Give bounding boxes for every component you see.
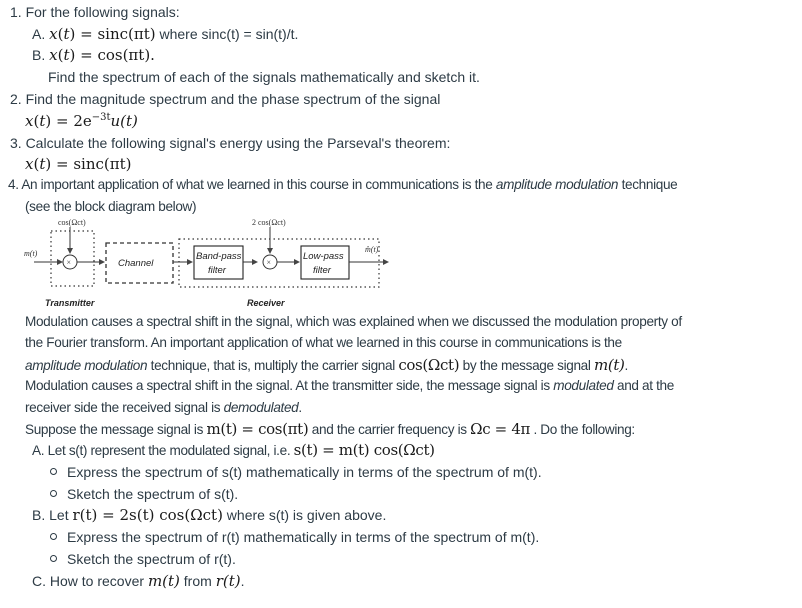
am-block-diagram [22, 214, 392, 310]
q4-heading: 4. An important application of what we learned in this course in communications is the amplitude modulation technique [8, 177, 678, 192]
svg-text:filter: filter [313, 265, 331, 276]
q1-b-equation: x(t) = cos(πt). [49, 46, 155, 64]
carrier-rx-label: 2 cos(Ωct) [252, 218, 286, 227]
input-label: m(t) [24, 249, 38, 258]
para2-line2: receiver side the received signal is demodulated. [25, 400, 302, 415]
output-label: m̂(t) [365, 245, 379, 254]
suppose-line: Suppose the message signal is m(t) = cos(πt) and the carrier frequency is Ωc = 4π . Do the following: [25, 420, 635, 438]
q3-equation: x(t) = sinc(πt) [25, 155, 132, 173]
q1-a-label: A. [32, 26, 46, 42]
part-b-bullet-1: Express the spectrum of r(t) mathematically in terms of the spectrum of m(t). [50, 528, 539, 546]
part-a: A. Let s(t) represent the modulated signal, i.e. s(t) = m(t) cos(Ωct) [32, 441, 435, 459]
para1-line3: amplitude modulation technique, that is, multiply the carrier signal cos(Ωct) by the message signal m(t). [25, 356, 628, 374]
q2-equation: $x(t) = 2e^{-3t}u(t)$ [25, 112, 138, 130]
q2-heading: 2. Find the magnitude spectrum and the phase spectrum of the signal [10, 91, 441, 107]
carrier-tx-label: cos(Ωct) [58, 218, 86, 227]
part-a-bullet-1: Express the spectrum of s(t) mathematically in terms of the spectrum of m(t). [50, 463, 542, 481]
para2-line1: Modulation causes a spectral shift in the signal. At the transmitter side, the message signal is modulated and at the [25, 378, 674, 393]
q1-part-b [32, 46, 155, 64]
para1-line1: Modulation causes a spectral shift in the signal, which was explained when we discussed the modulation property of [25, 314, 682, 329]
q1-heading: 1. For the following signals: [10, 4, 180, 20]
part-b: B. Let r(t) = 2s(t) cos(Ωct) where s(t) is given above. [32, 506, 387, 524]
q4-heading-line2: (see the block diagram below) [25, 199, 197, 214]
transmitter-caption: Transmitter [45, 298, 95, 308]
q1-instruction: Find the spectrum of each of the signals mathematically and sketch it. [48, 69, 480, 85]
q1-a-equation: x(t) = sinc(πt) [49, 25, 156, 43]
part-a-bullet-2: Sketch the spectrum of s(t). [50, 485, 238, 503]
q1-part-a [32, 25, 298, 43]
svg-text:filter: filter [208, 265, 226, 276]
para1-line2: the Fourier transform. An important application of what we learned in this course in communications is the [25, 335, 622, 350]
part-c: C. How to recover m(t) from r(t). [32, 572, 245, 590]
svg-text:Band-pass: Band-pass [196, 251, 242, 262]
svg-text:×: × [66, 258, 72, 267]
q3-heading: 3. Calculate the following signal's energy using the Parseval's theorem: [10, 135, 451, 151]
q1-a-note: where sinc(t) = sin(t)/t. [159, 26, 299, 42]
receiver-caption: Receiver [247, 298, 285, 308]
q1-b-label: B. [32, 47, 46, 63]
svg-text:Low-pass: Low-pass [303, 251, 344, 262]
channel-label: Channel [118, 258, 154, 269]
svg-text:×: × [266, 258, 272, 267]
part-b-bullet-2: Sketch the spectrum of r(t). [50, 550, 236, 568]
